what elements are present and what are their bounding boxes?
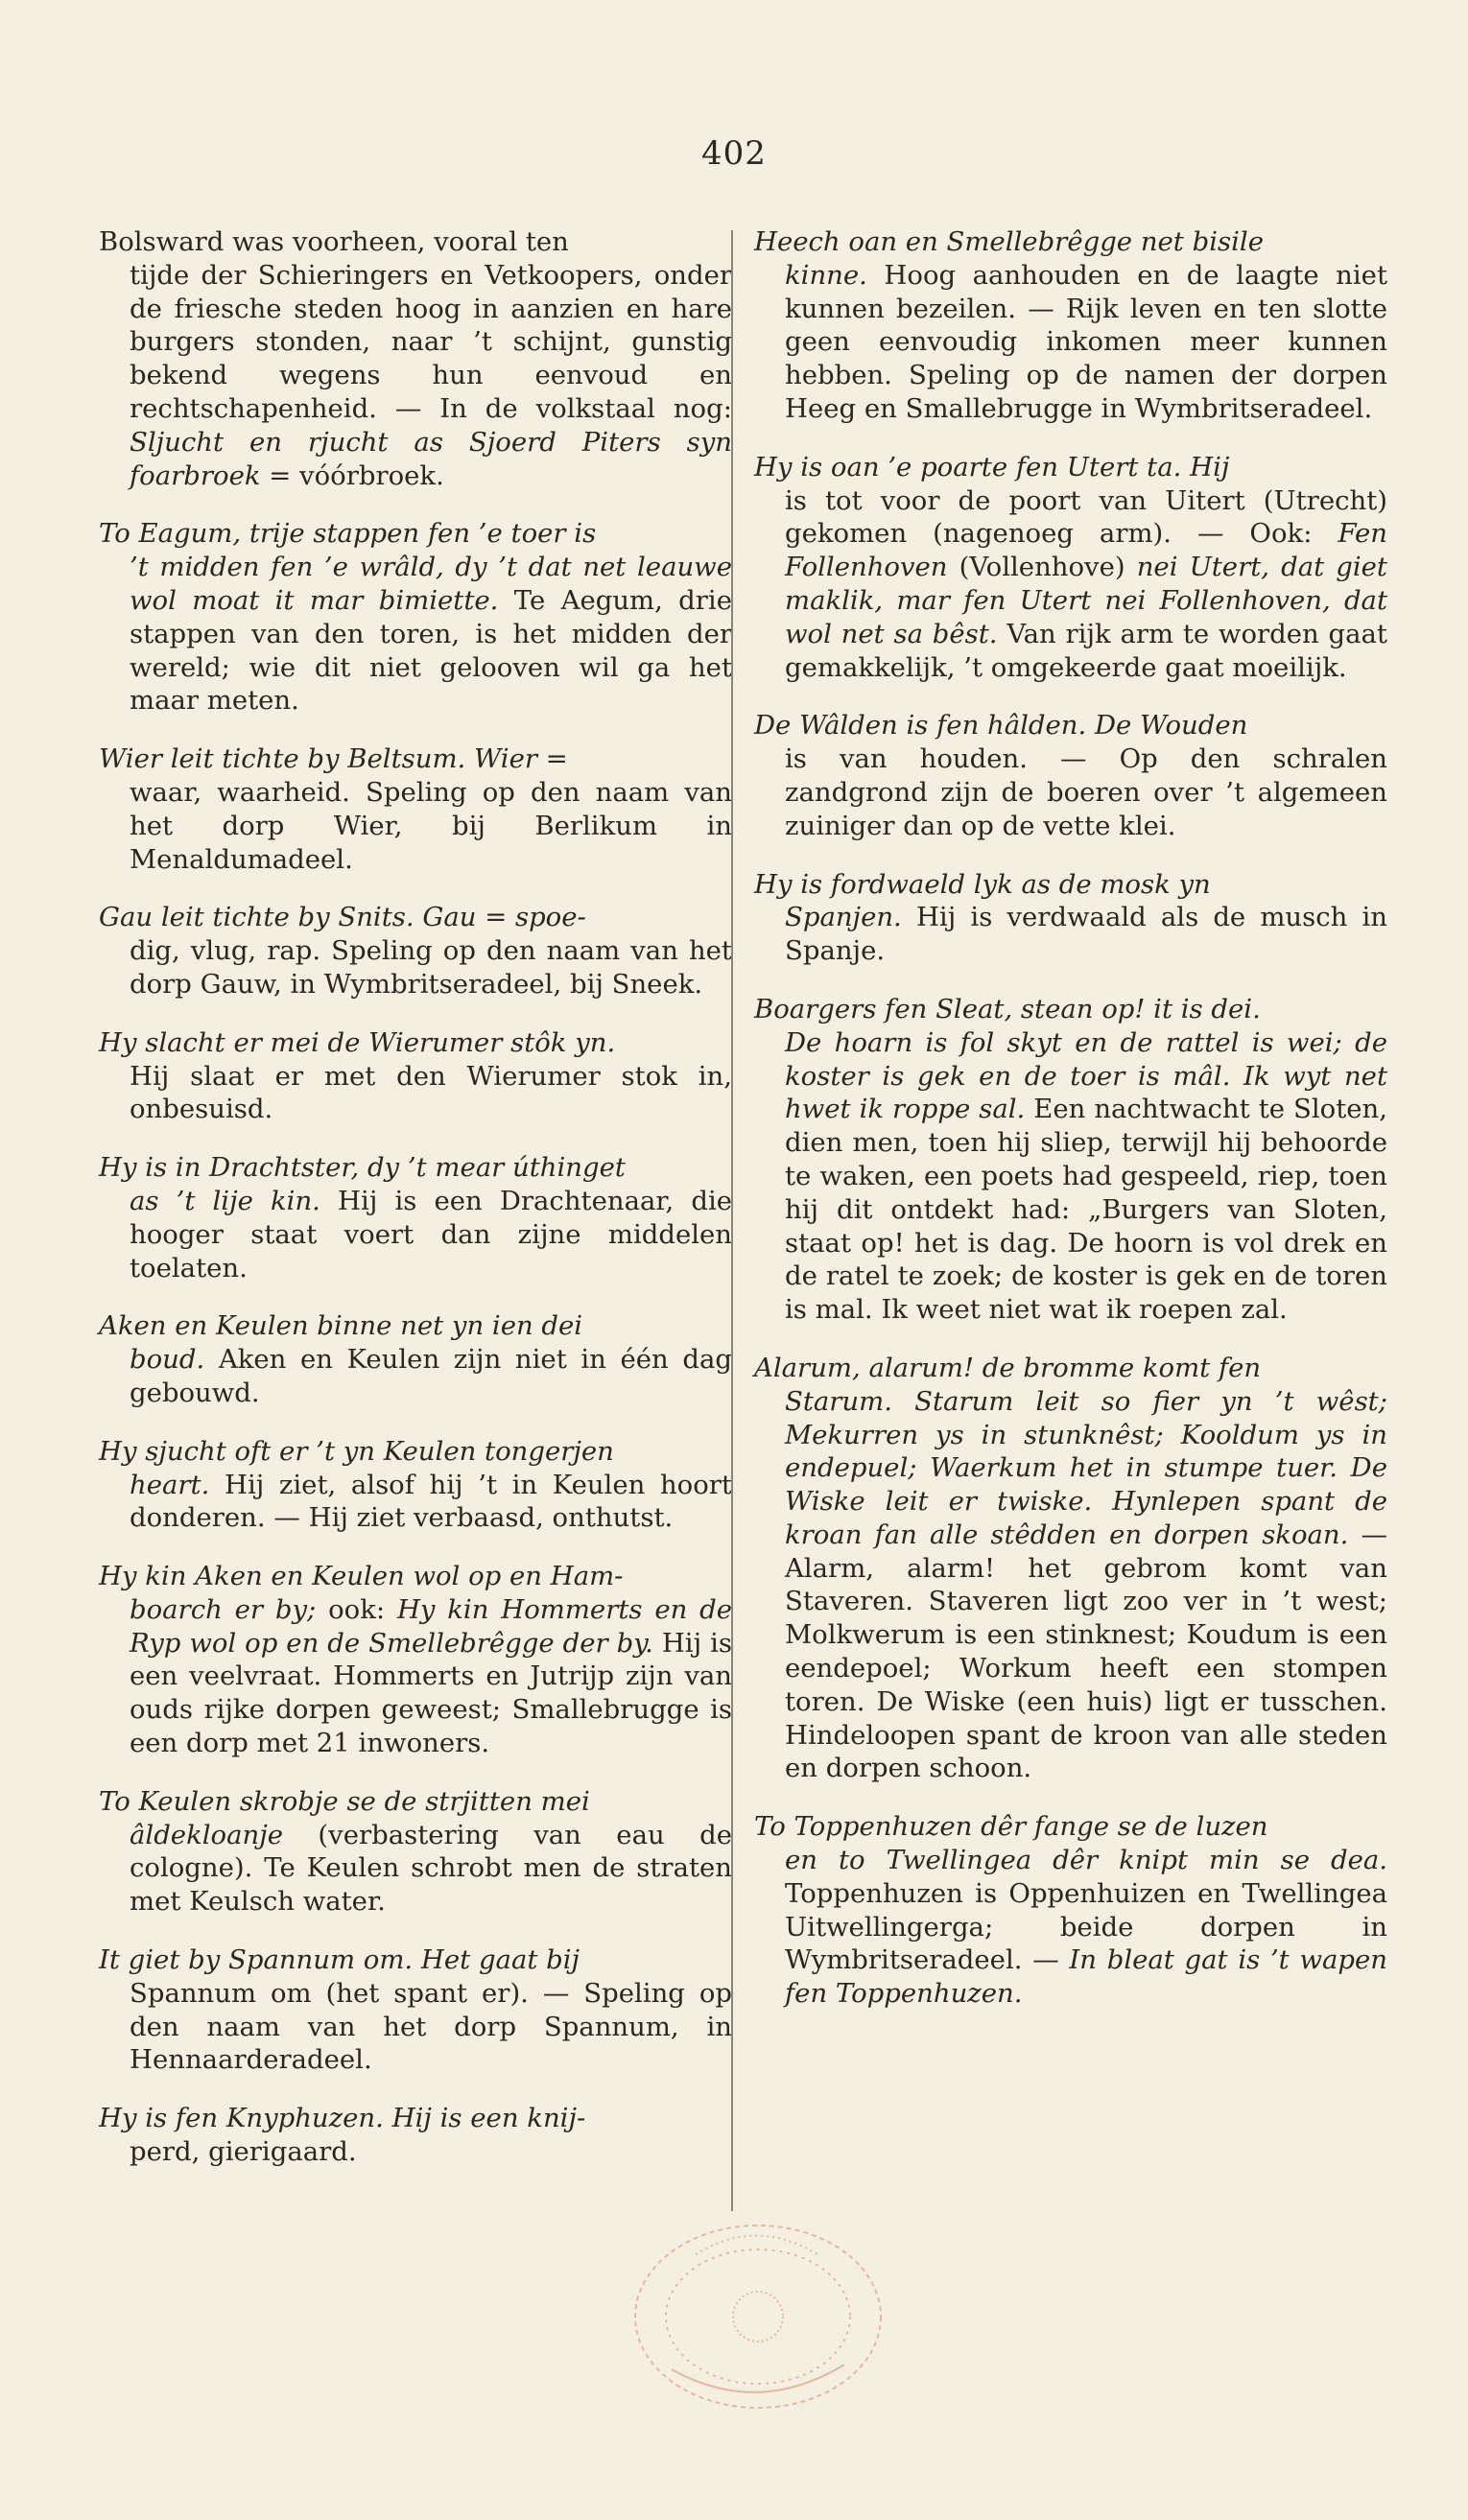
entry-body: [99, 934, 732, 1001]
dutch-text: (verbastering van eau de cologne). Te Keulen schrobt men de straten met Keulsch water.: [130, 1819, 732, 1918]
proverb-entry: [99, 742, 732, 876]
proverb-entry: [99, 1151, 732, 1284]
column-divider: [731, 230, 733, 2211]
entry-first-line: De Wâlden is fen hâlden. De Wouden: [754, 710, 1248, 742]
proverb-entry: [754, 1352, 1387, 1785]
entry-first-line: To Eagum, trije stappen fen ’e toer is: [99, 518, 597, 550]
dutch-text: ook:: [316, 1593, 397, 1625]
dutch-text: Hij slaat er met den Wierumer stok in, onbesuisd.: [130, 1060, 732, 1125]
proverb-entry: [99, 1785, 732, 1919]
frisian-text: Starum. Starum leit so fier yn ’t wêst; Mekurren ys in stunknêst; Kooldum ys in endepuel; Waerkum het in stumpe tuer. De Wiske leit er twiske. Hynlepen spant de kroan fan alle stêdden en dorpen skoan.: [785, 1385, 1387, 1550]
entry-body: [99, 1469, 732, 1536]
proverb-entry: [754, 868, 1387, 968]
dutch-text: Hij is een veelvraat. Hommerts en Jutrijp zijn van ouds rijke dorpen geweest; Smallebrugge is een dorp met 21 inwoners.: [130, 1627, 733, 1759]
proverb-entry: [99, 1309, 732, 1409]
entry-body: [754, 1844, 1387, 2011]
entry-first-line: Hy kin Aken en Keulen wol op en Ham-: [99, 1561, 624, 1592]
frisian-text: en to Twellingea dêr knipt min se dea.: [785, 1845, 1387, 1876]
dutch-text: Spannum om (het spant er). — Speling op den naam van het dorp Spannum, in Hennaarderadeel.: [130, 1977, 732, 2076]
entry-body: [99, 1185, 732, 1284]
frisian-text: Spanjen.: [785, 902, 902, 933]
dutch-text: is tot voor de poort van Uitert (Utrecht) gekomen (nagenoeg arm). — Ook:: [785, 484, 1387, 550]
entry-body: [99, 551, 732, 718]
entry-first-line: Aken en Keulen binne net yn ien dei: [99, 1310, 583, 1342]
entry-first-line: Wier leit tichte by Beltsum. Wier =: [99, 743, 568, 775]
dutch-text: dig, vlug, rap. Speling op den naam van het dorp Gauw, in Wymbritseradeel, bij Sneek.: [130, 935, 732, 1000]
dutch-text: Toppenhuzen is Oppenhuizen en Twellingea Uitwellingerga; beide dorpen in Wymbritseradeel. —: [785, 1877, 1387, 1976]
proverb-entry: [99, 517, 732, 718]
page-number: 402: [701, 134, 767, 173]
left-column: [99, 225, 732, 2194]
dutch-text: (Vollenhove): [947, 552, 1137, 583]
dutch-text: — Alarm, alarm! het gebrom komt van Staveren. Staveren ligt zoo ver in ’t west; Molkwerum is een stinknest; Koudum is een eendepoel; Workum heeft een stompen toren. De Wiske (een huis) ligt er tusschen. Hindeloopen spant de kroon van alle steden en dorpen schoon.: [785, 1519, 1387, 1784]
proverb-entry: [754, 225, 1387, 426]
entry-body: [754, 901, 1387, 968]
dutch-text: Hij is een Drachtenaar, die hooger staat voert dan zijne middelen toelaten.: [130, 1185, 733, 1284]
frisian-text: Hy kin Hommerts en de Ryp wol op en de Smellebrêgge der by.: [130, 1593, 733, 1659]
entry-body: [754, 484, 1387, 685]
proverb-entry: [99, 1560, 732, 1760]
dutch-text: Van rijk arm te worden gaat gemakkelijk, ’t omgekeerde gaat moeilijk.: [785, 618, 1387, 683]
dutch-text: = vóórbroek.: [260, 459, 444, 491]
proverb-entry: [99, 1943, 732, 2077]
entry-first-line: Hy sjucht oft er ’t yn Keulen tongerjen: [99, 1435, 614, 1467]
entry-body: [99, 776, 732, 876]
proverb-entry: [99, 901, 732, 1001]
entry-body: [99, 1593, 732, 1760]
frisian-text: boarch er by;: [130, 1593, 317, 1625]
entry-first-line: Gau leit tichte by Snits. Gau = spoe-: [99, 902, 586, 933]
dutch-text: tijde der Schieringers en Vetkoopers, onder de friesche steden hoog in aanzien en hare burgers stonden, naar ’t schijnt, gunstig bekend wegens hun eenvoud en rechtschapenheid. — In de volkstaal nog:: [130, 259, 732, 424]
entry-first-line: To Toppenhuzen dêr fange se de luzen: [754, 1811, 1268, 1843]
entry-body: [754, 259, 1387, 426]
library-stamp-icon: [604, 2197, 912, 2427]
entry-body: [754, 742, 1387, 842]
dutch-text: Hij ziet, alsof hij ’t in Keulen hoort donderen. — Hij ziet verbaasd, onthutst.: [130, 1469, 732, 1534]
entry-body: [99, 1343, 732, 1410]
proverb-entry: [99, 1026, 732, 1126]
entry-first-line: Hy is oan ’e poarte fen Utert ta. Hij: [754, 451, 1230, 483]
dutch-text: perd, gierigaard.: [130, 2136, 357, 2168]
entry-first-line: Hy is fordwaeld lyk as de mosk yn: [754, 868, 1211, 900]
entry-body: [99, 2135, 732, 2169]
proverb-entry: [754, 993, 1387, 1327]
entry-first-line: Hy slacht er mei de Wierumer stôk yn.: [99, 1026, 616, 1058]
dutch-text: Aken en Keulen zijn niet in één dag gebouwd.: [130, 1344, 732, 1408]
proverb-entry: [754, 709, 1387, 842]
entry-body: [754, 1026, 1387, 1327]
entry-first-line: Boargers fen Sleat, stean op! it is dei.: [754, 993, 1261, 1024]
proverb-entry: [754, 451, 1387, 685]
frisian-text: De hoarn is fol skyt en de rattel is wei; de koster is gek en de toer is mâl. Ik wyt net hwet ik roppe sal.: [785, 1026, 1387, 1125]
entry-first-line: Hy is fen Knyphuzen. Hij is een knij-: [99, 2103, 586, 2134]
frisian-text: boud.: [130, 1344, 205, 1376]
entry-first-line: Hy is in Drachtster, dy ’t mear úthinget: [99, 1152, 626, 1184]
frisian-text: kinne.: [785, 259, 867, 291]
frisian-text: âldekloanje: [130, 1819, 283, 1850]
entry-first-line: Alarum, alarum! de bromme komt fen: [754, 1352, 1262, 1383]
dutch-text: is van houden. — Op den schralen zandgrond zijn de boeren over ’t algemeen zuiniger dan op de vette klei.: [785, 743, 1387, 841]
frisian-text: ’t midden fen ’e wrâld, dy ’t dat net leauwe wol moat it mar bimiette.: [130, 552, 732, 616]
entry-body: [99, 259, 732, 493]
frisian-text: as ’t lije kin.: [130, 1185, 320, 1216]
dutch-text: waar, waarheid. Speling op den naam van het dorp Wier, bij Berlikum in Menaldumadeel.: [130, 776, 732, 875]
entry-first-line: Heech oan en Smellebrêgge net bisile: [754, 226, 1264, 257]
dutch-text: Te Aegum, drie stappen van den toren, is het midden der wereld; wie dit niet gelooven wil ga het maar meten.: [130, 584, 733, 717]
entry-body: [99, 1060, 732, 1127]
frisian-text: In bleat gat is ’t wapen fen Toppenhuzen.: [785, 1944, 1387, 2010]
entry-first-line: To Keulen skrobje se de strjitten mei: [99, 1785, 590, 1817]
entry-first-line: It giet by Spannum om. Het gaat bij: [99, 1944, 580, 1976]
entry-body: [99, 1819, 732, 1919]
entry-first-line: Bolsward was voorheen, vooral ten: [99, 226, 569, 257]
proverb-entry: [754, 1810, 1387, 2011]
frisian-text: nei Utert, dat giet maklik, mar fen Utert nei Follenhoven, dat wol net sa bêst.: [785, 552, 1387, 649]
frisian-text: Fen Follenhoven: [785, 518, 1387, 583]
dutch-text: Hij is verdwaald als de musch in Spanje.: [785, 902, 1387, 967]
proverb-entry: [99, 225, 732, 492]
proverb-entry: [99, 2102, 732, 2169]
frisian-text: heart.: [130, 1469, 210, 1500]
frisian-text: Sljucht en rjucht as Sjoerd Piters syn foarbroek: [130, 426, 732, 491]
dutch-text: Hoog aanhouden en de laagte niet kunnen bezeilen. — Rijk leven en ten slotte geen eenvoudig inkomen meer kunnen hebben. Speling op de namen der dorpen Heeg en Smallebrugge in Wymbritseradeel.: [785, 259, 1387, 424]
right-column: [754, 225, 1387, 2036]
entry-body: [99, 1977, 732, 2077]
dutch-text: Een nachtwacht te Sloten, dien men, toen hij sliep, terwijl hij behoorde te waken, een poets had gespeeld, riep, toen hij dit ontdekt had: „Burgers van Sloten, staat op! het is dag. De hoorn is vol drek en de ratel te zoek; de koster is gek en de toren is mal. Ik weet niet wat ik roepen zal.: [785, 1094, 1387, 1326]
proverb-entry: [99, 1435, 732, 1535]
entry-body: [754, 1385, 1387, 1786]
